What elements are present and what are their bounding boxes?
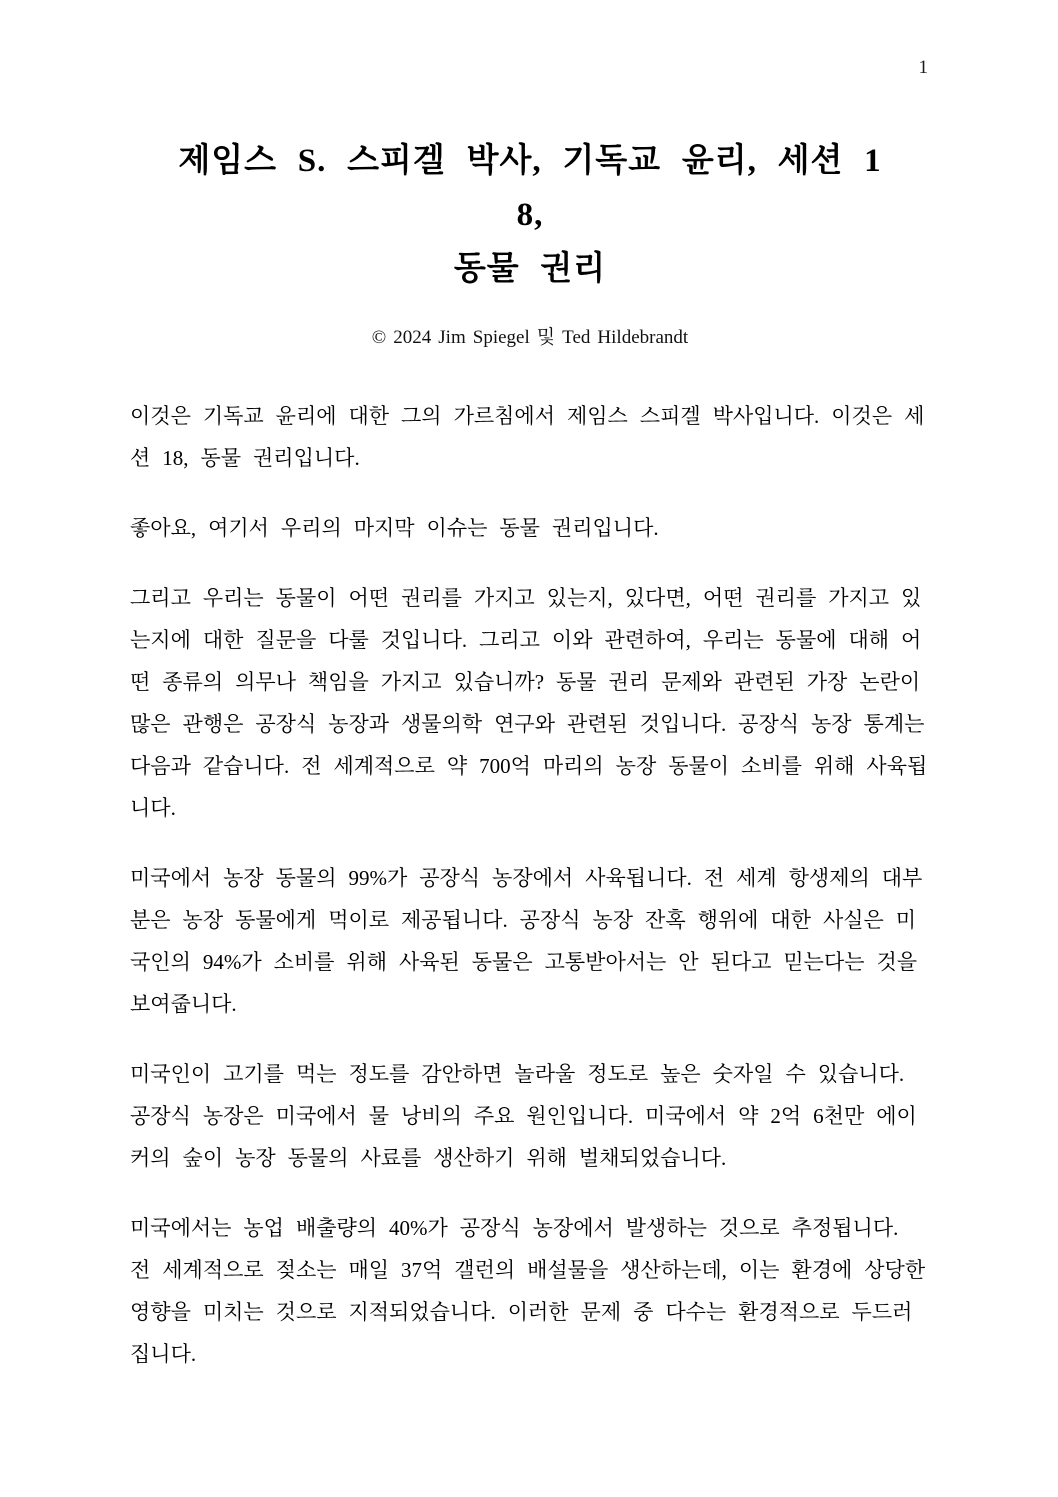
page-content xyxy=(0,134,1058,1375)
title-line-2: 8, xyxy=(516,197,544,233)
document-title xyxy=(130,134,930,296)
paragraph: 미국에서 농장 동물의 99%가 공장식 농장에서 사육됩니다. 전 세계 항생제의 대부분은 농장 동물에게 먹이로 제공됩니다. 공장식 농장 잔혹 행위에 대한 사실은 미국인의 94%가 소비를 위해 사육된 동물은 고통받아서는 안 된다고 믿는다는 것을 보여줍니다. xyxy=(130,866,923,1016)
paragraph: 미국인이 고기를 먹는 정도를 감안하면 놀라울 정도로 높은 숫자일 수 있습니다. 공장식 농장은 미국에서 물 낭비의 주요 원인입니다. 미국에서 약 2억 6천만 에이커의 숲이 농장 동물의 사료를 생산하기 위해 벌채되었습니다. xyxy=(130,1062,917,1170)
title-line-1: 제임스 S. 스피겔 박사, 기독교 윤리, 세션 1 xyxy=(178,143,882,179)
paragraph: 미국에서는 농업 배출량의 40%가 공장식 농장에서 발생하는 것으로 추정됩니다. 전 세계적으로 젖소는 매일 37억 갤런의 배설물을 생산하는데, 이는 환경에 상당한 영향을 미치는 것으로 지적되었습니다. 이러한 문제 중 다수는 환경적으로 두드러집니다. xyxy=(130,1216,926,1366)
title-line-3: 동물 권리 xyxy=(453,251,607,287)
paragraph: 좋아요, 여기서 우리의 마지막 이슈는 동물 권리입니다. xyxy=(130,516,659,540)
paragraph: 이것은 기독교 윤리에 대한 그의 가르침에서 제임스 스피겔 박사입니다. 이것은 세션 18, 동물 권리입니다. xyxy=(130,404,925,470)
page-number: 1 xyxy=(918,57,928,78)
copyright-line: © 2024 Jim Spiegel 및 Ted Hildebrandt xyxy=(371,327,689,348)
document-body xyxy=(130,395,930,1375)
paragraph: 그리고 우리는 동물이 어떤 권리를 가지고 있는지, 있다면, 어떤 권리를 가지고 있는지에 대한 질문을 다룰 것입니다. 그리고 이와 관련하여, 우리는 동물에 대해 어떤 종류의 의무나 책임을 가지고 있습니까? 동물 권리 문제와 관련된 가장 논란이 많은 관행은 공장식 농장과 생물의학 연구와 관련된 것입니다. 공장식 농장 통계는 다음과 같습니다. 전 세계적으로 약 700억 마리의 농장 동물이 소비를 위해 사육됩니다. xyxy=(130,586,928,820)
